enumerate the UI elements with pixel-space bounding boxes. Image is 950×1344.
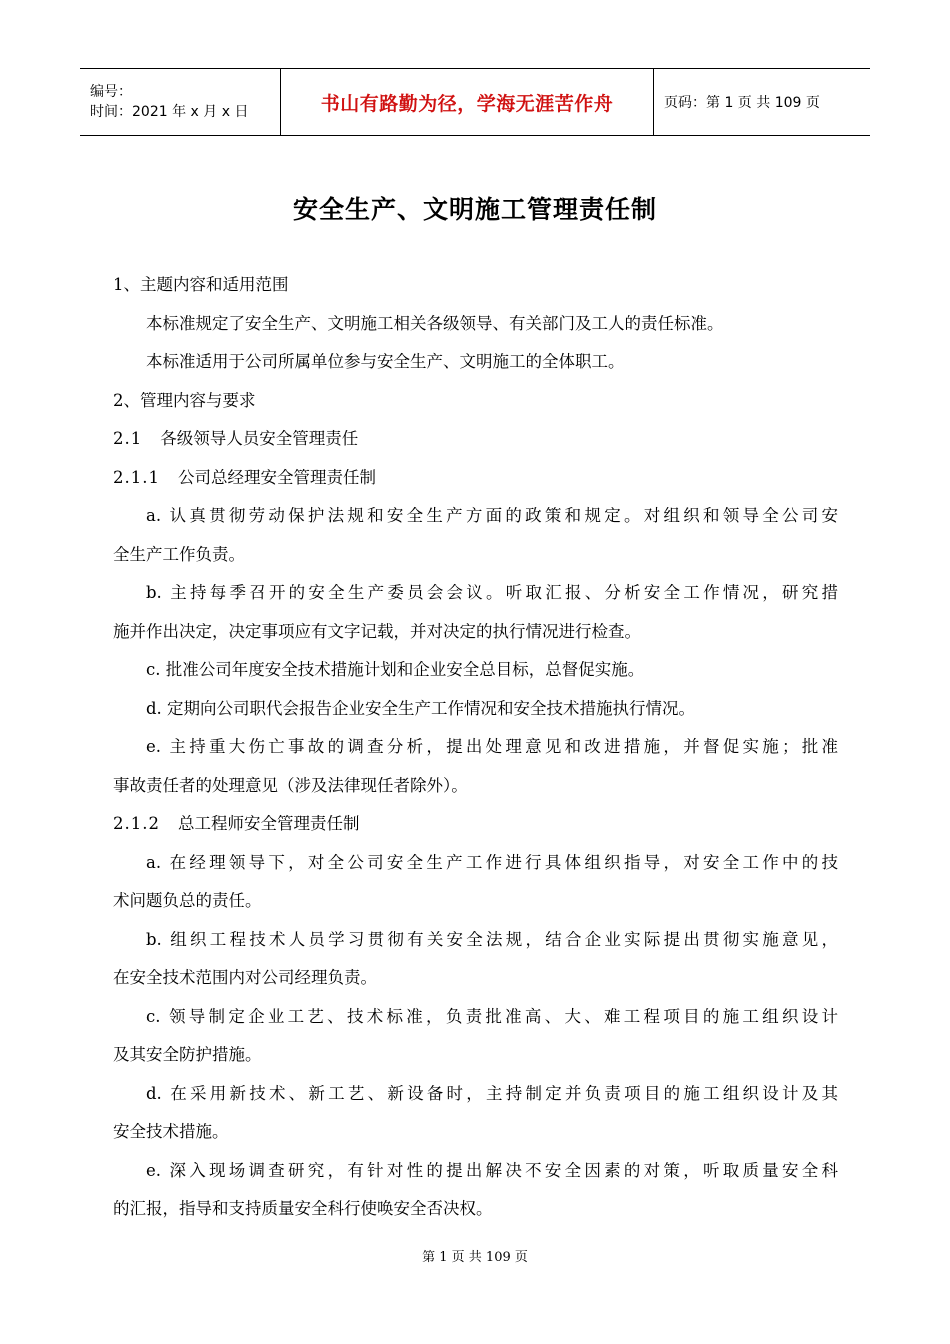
- list-item: b. 主持每季召开的安全生产委员会会议。听取汇报、分析安全工作情况，研究措: [146, 583, 838, 602]
- subsection-heading: [113, 420, 838, 459]
- list-item-continuation: 及其安全防护措施。: [113, 1045, 262, 1064]
- list-item: d. 在采用新技术、新工艺、新设备时，主持制定并负责项目的施工组织设计及其: [146, 1083, 838, 1103]
- subsection-heading: [113, 805, 838, 844]
- list-item-continuation: 安全技术措施。: [113, 1122, 229, 1141]
- document-body: [113, 266, 838, 1229]
- page-footer: 第 1 页 共 109 页: [422, 1250, 528, 1265]
- list-item-continuation: 事故责任者的处理意见（涉及法律现任者除外）。: [113, 775, 468, 795]
- list-item: b. 组织工程技术人员学习贯彻有关安全法规，结合企业实际提出贯彻实施意见，: [146, 929, 838, 949]
- list-item: e. 深入现场调查研究，有针对性的提出解决不安全因素的对策，听取质量安全科: [146, 1160, 838, 1180]
- list-item-continuation: 施并作出决定，决定事项应有文字记载，并对决定的执行情况进行检查。: [113, 621, 641, 641]
- subsection-title: 总工程师安全管理责任制: [177, 814, 360, 833]
- page-header: [80, 68, 870, 136]
- subsection-number: 2.1: [113, 429, 143, 448]
- subsection-title: 公司总经理安全管理责任制: [177, 467, 376, 487]
- list-item: a. 认真贯彻劳动保护法规和安全生产方面的政策和规定。对组织和领导全公司安: [146, 506, 838, 525]
- page-label: 页码：第 1 页 共 109 页: [664, 95, 820, 111]
- header-page-cell: [654, 69, 870, 135]
- number-label: 编号：: [90, 84, 132, 100]
- subsection-title: 各级领导人员安全管理责任: [160, 429, 359, 448]
- subsection-number: 2.1.1: [113, 467, 160, 487]
- document-title: 安全生产、文明施工管理责任制: [292, 195, 657, 224]
- subsection-number: 2.1.2: [113, 814, 160, 833]
- list-item: c. 领导制定企业工艺、技术标准，负责批准高、大、难工程项目的施工组织设计: [146, 1006, 838, 1026]
- list-item-continuation: 全生产工作负责。: [113, 544, 245, 564]
- list-item: d. 定期向公司职代会报告企业安全生产工作情况和安全技术措施执行情况。: [146, 698, 696, 718]
- list-item: a. 在经理领导下，对全公司安全生产工作进行具体组织指导，对安全工作中的技: [146, 852, 838, 872]
- header-meta: [80, 69, 280, 135]
- subsection-heading: [113, 459, 838, 498]
- paragraph: 本标准规定了安全生产、文明施工相关各级领导、有关部门及工人的责任标准。: [146, 313, 724, 333]
- section-heading: 2、管理内容与要求: [113, 390, 256, 410]
- list-item: c. 批准公司年度安全技术措施计划和企业安全总目标，总督促实施。: [146, 660, 645, 679]
- list-item-continuation: 的汇报，指导和支持质量安全科行使唤安全否决权。: [113, 1199, 493, 1218]
- motto: 书山有路勤为径，学海无涯苦作舟: [320, 92, 614, 115]
- time-label: 时间：2021 年 x 月 x 日: [90, 104, 249, 120]
- list-item-continuation: 在安全技术范围内对公司经理负责。: [113, 968, 377, 987]
- header-motto-cell: [280, 69, 654, 135]
- paragraph: 本标准适用于公司所属单位参与安全生产、文明施工的全体职工。: [146, 352, 625, 371]
- section-heading: 1、主题内容和适用范围: [113, 275, 289, 294]
- list-item-continuation: 术问题负总的责任。: [113, 891, 262, 910]
- list-item: e. 主持重大伤亡事故的调查分析，提出处理意见和改进措施，并督促实施；批准: [146, 737, 838, 756]
